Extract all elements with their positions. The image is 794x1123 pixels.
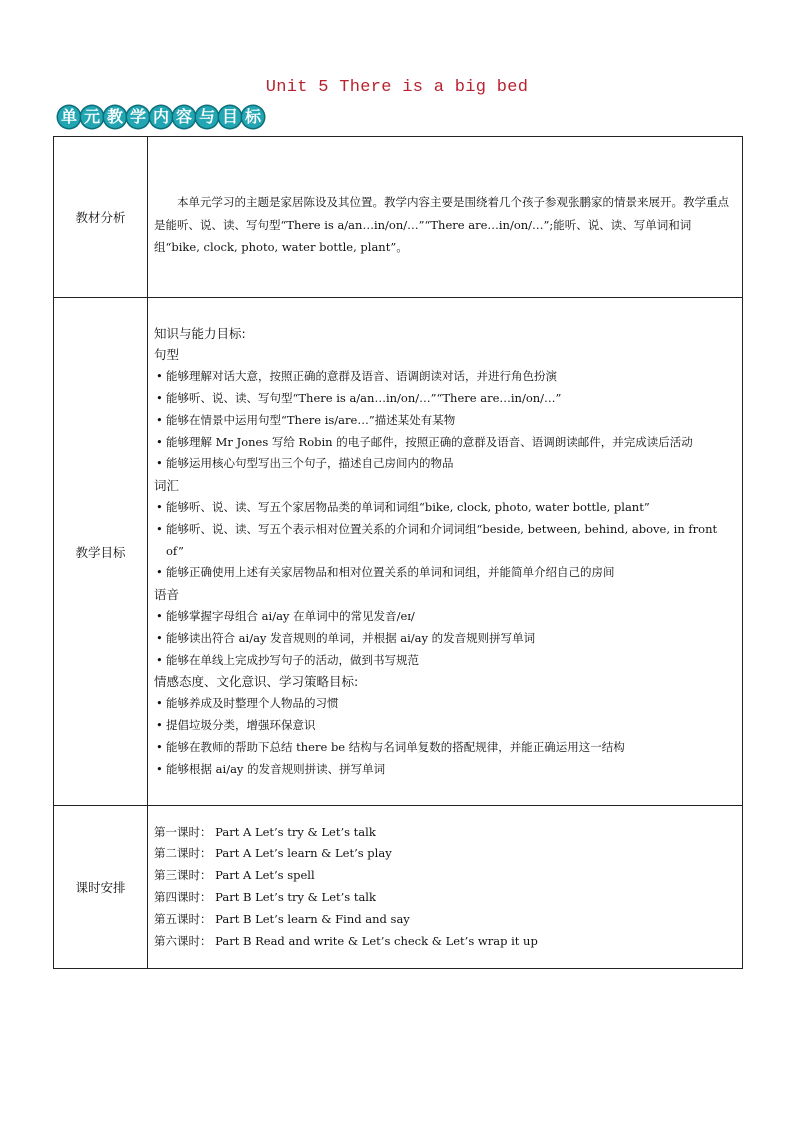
unit-plan-table (53, 136, 743, 969)
list-item: • 能够在教师的帮助下总结 there be 结构与名词单复数的搭配规律，并能正确运用这一结构 (154, 737, 736, 759)
banner-char: 容 (173, 106, 195, 128)
group-title: 句型 (154, 347, 180, 363)
banner-char: 单 (58, 106, 80, 128)
analysis-text: 本单元学习的主题是家居陈设及其位置。教学内容主要是围绕着几个孩子参观张鹏家的情景来展开。教学重点是能听、说、读、写句型“There is a/an…in/on/…”“There are…in/on/…”;能听、说、读、写单词和词组“bike, clock, photo, water bottle, plant”。 (154, 195, 729, 255)
banner-char: 目 (219, 106, 241, 128)
section-banner (58, 104, 265, 130)
banner-char: 标 (242, 106, 264, 128)
banner-char: 与 (196, 106, 218, 128)
row-label-objectives: 教学目标 (54, 298, 148, 806)
banner-char: 内 (150, 106, 172, 128)
table-row (54, 806, 743, 969)
list-item: • 能够理解对话大意，按照正确的意群及语音、语调朗读对话，并进行角色扮演 (154, 366, 736, 388)
list-item: • 能够养成及时整理个人物品的习惯 (154, 693, 736, 715)
schedule-item: 第五课时： Part B Let’s learn & Find and say (154, 911, 410, 926)
list-item: • 能够听、说、读、写五个表示相对位置关系的介词和介词词组“beside, between, behind, above, in front of” (154, 519, 736, 563)
list-item: • 能够读出符合 ai/ay 发音规则的单词，并根据 ai/ay 的发音规则拼写单词 (154, 628, 736, 650)
banner-char: 教 (104, 106, 126, 128)
list-item: • 能够掌握字母组合 ai/ay 在单词中的常见发音/eɪ/ (154, 606, 736, 628)
list-item: • 能够在单线上完成抄写句子的活动，做到书写规范 (154, 650, 736, 672)
list-item: • 提倡垃圾分类，增强环保意识 (154, 715, 736, 737)
list-item: • 能够理解 Mr Jones 写给 Robin 的电子邮件，按照正确的意群及语音、语调朗读邮件，并完成读后活动 (154, 432, 736, 454)
list-item: • 能够听、说、读、写句型“There is a/an…in/on/…”“There are…in/on/…” (154, 388, 736, 410)
list-item: • 能够听、说、读、写五个家居物品类的单词和词组“bike, clock, photo, water bottle, plant” (154, 497, 736, 519)
list-item: • 能够运用核心句型写出三个句子，描述自己房间内的物品 (154, 453, 736, 475)
schedule-item: 第三课时： Part A Let’s spell (154, 868, 315, 883)
schedule-cell (148, 806, 743, 969)
banner-char: 学 (127, 106, 149, 128)
schedule-item: 第六课时： Part B Read and write & Let’s check & Let’s wrap it up (154, 933, 538, 948)
page-title: Unit 5 There is a big bed (265, 78, 529, 97)
table-row (54, 137, 743, 298)
list-item: • 能够在情景中运用句型“There is/are…”描述某处有某物 (154, 410, 736, 432)
group-title: 情感态度、文化意识、学习策略目标: (154, 674, 359, 690)
table-row (54, 298, 743, 806)
group-title: 词汇 (154, 478, 180, 494)
banner-char: 元 (81, 106, 103, 128)
row-label-analysis: 教材分析 (54, 137, 148, 298)
schedule-item: 第一课时： Part A Let’s try & Let’s talk (154, 824, 376, 839)
schedule-item: 第二课时： Part A Let’s learn & Let’s play (154, 846, 392, 861)
group-title: 语音 (154, 587, 180, 603)
list-item: • 能够正确使用上述有关家居物品和相对位置关系的单词和词组，并能简单介绍自己的房间 (154, 562, 736, 584)
analysis-cell (148, 137, 743, 298)
list-item: • 能够根据 ai/ay 的发音规则拼读、拼写单词 (154, 759, 736, 781)
objectives-cell (148, 298, 743, 806)
row-label-schedule: 课时安排 (54, 806, 148, 969)
schedule-item: 第四课时： Part B Let’s try & Let’s talk (154, 890, 376, 904)
objectives-heading: 知识与能力目标: (154, 325, 246, 341)
